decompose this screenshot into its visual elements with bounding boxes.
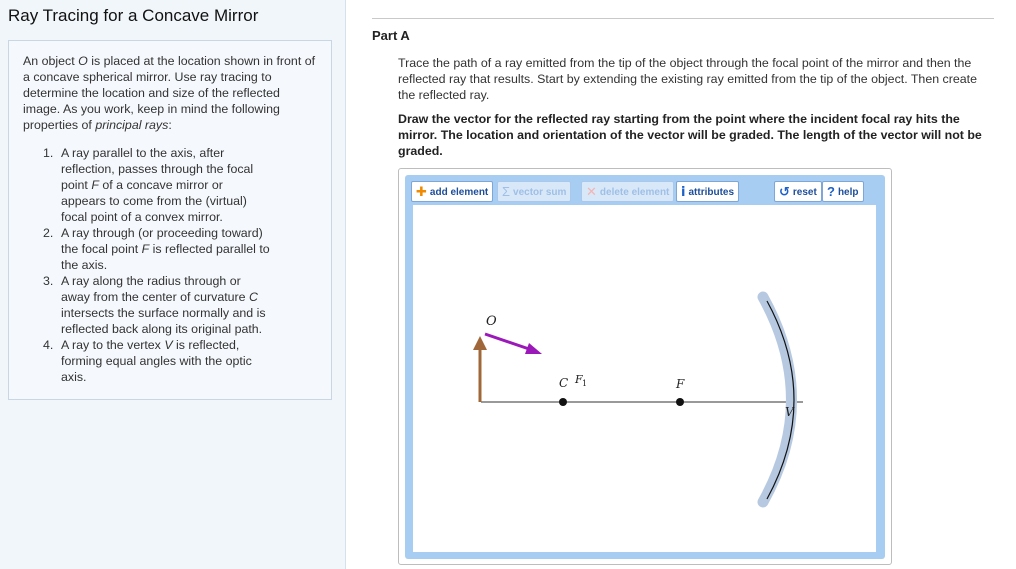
focal-point xyxy=(676,398,684,406)
intro-paragraph: An object O is placed at the location shown in front of a concave spherical mirror. Use ray tracing to determine the location and size of the reflected image. As you work, keep in mind the following properties of principal rays: xyxy=(23,54,316,132)
help-icon: ? xyxy=(827,184,835,199)
drawing-toolbar xyxy=(411,181,879,202)
label-F1-subscript: 1 xyxy=(582,379,588,388)
reset-button[interactable]: ↺ reset xyxy=(774,181,822,202)
problem-sidebar xyxy=(0,0,346,569)
list-item: 1. A ray parallel to the axis, after reflection, passes through the focal point F of a concave mirror or appears to come from the (virtual) focal point of a convex mirror. xyxy=(43,146,254,224)
list-item: 4. A ray to the vertex V is reflected, forming equal angles with the optic axis. xyxy=(43,338,252,384)
label-O: O xyxy=(486,314,497,329)
plus-icon: ✚ xyxy=(416,184,427,199)
info-icon: ⅰ xyxy=(681,184,686,199)
object-arrow-head xyxy=(473,336,487,350)
reset-icon: ↺ xyxy=(779,184,790,199)
list-item: 2. A ray through (or proceeding toward) the focal point F is reflected parallel to the axis. xyxy=(43,226,270,272)
problem-title: Ray Tracing for a Concave Mirror xyxy=(8,6,259,25)
drawing-canvas[interactable] xyxy=(413,205,876,552)
existing-ray-vector[interactable] xyxy=(485,334,532,350)
vector-sum-button[interactable]: Σ vector sum xyxy=(497,181,571,202)
ray-diagram[interactable] xyxy=(413,205,876,552)
center-of-curvature-point xyxy=(559,398,567,406)
principal-rays-term: principal rays xyxy=(95,118,169,132)
help-button[interactable]: ? help xyxy=(822,181,864,202)
concave-mirror xyxy=(763,297,792,502)
label-F1: F xyxy=(575,373,583,386)
list-item: 3. A ray along the radius through or away from the center of curvature C intersects the surface normally and is reflected back along its original path. xyxy=(43,274,266,336)
instructions: Trace the path of a ray emitted from the tip of the object through the focal point of the mirror and then the reflected ray that results. Start by extending the existing ray emitted from the tip of the object. Then create the reflected ray. xyxy=(398,56,977,102)
add-element-button[interactable]: ✚ add element xyxy=(411,181,493,202)
principal-rays-list xyxy=(43,145,319,385)
delete-element-button[interactable]: ✕ delete element xyxy=(581,181,674,202)
divider xyxy=(372,18,994,19)
grading-instructions: Draw the vector for the reflected ray starting from the point where the incident focal ray hits the mirror. The location and orientation of the vector will be graded. The length of the vector will not be graded. xyxy=(398,112,982,158)
label-F: F xyxy=(676,377,685,391)
sigma-icon: Σ xyxy=(502,184,511,199)
label-C: C xyxy=(559,376,569,390)
ray-vector-head[interactable] xyxy=(525,343,542,354)
intro-box xyxy=(8,40,332,400)
label-V: V xyxy=(785,405,794,419)
drawing-tool-inner xyxy=(405,175,885,559)
attributes-button[interactable]: ⅰ attributes xyxy=(676,181,739,202)
x-icon: ✕ xyxy=(586,184,597,199)
part-title: Part A xyxy=(372,28,410,43)
drawing-tool xyxy=(398,168,892,565)
object-variable: O xyxy=(78,54,88,68)
